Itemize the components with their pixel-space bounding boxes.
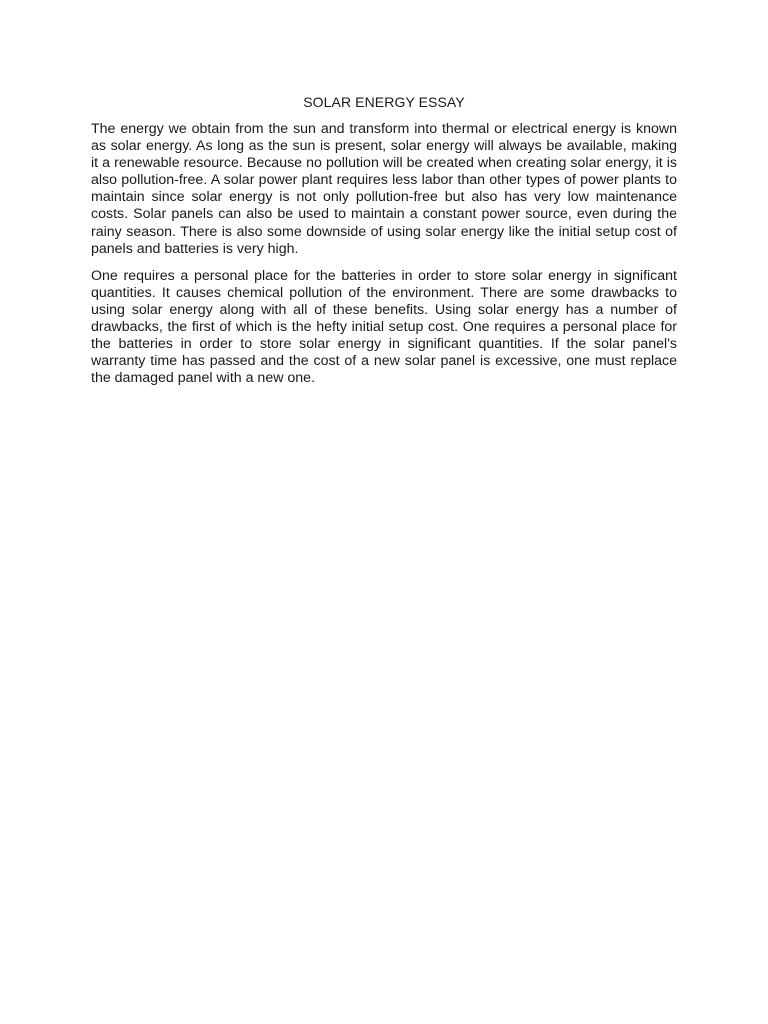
essay-paragraph-1: The energy we obtain from the sun and transform into thermal or electrical energy is known as solar energy. As long as the sun is present, solar energy will always be available, making it a renewable resource. Because no pollution will be created when creating solar energy, it is also pollution-free. A solar power plant requires less labor than other types of power plants to maintain since solar energy is not only pollution-free but also has very low maintenance costs. Solar panels can also be used to maintain a constant power source, even during the rainy season. There is also some downside of using solar energy like the initial setup cost of panels and batteries is very high. [91, 121, 677, 257]
essay-title: SOLAR ENERGY ESSAY [303, 94, 465, 110]
essay-body [91, 92, 677, 397]
essay-paragraph-2: One requires a personal place for the batteries in order to store solar energy in significant quantities. It causes chemical pollution of the environment. There are some drawbacks to using solar energy along with all of these benefits. Using solar energy has a number of drawbacks, the first of which is the hefty initial setup cost. One requires a personal place for the batteries in order to store solar energy in significant quantities. If the solar panel's warranty time has passed and the cost of a new solar panel is excessive, one must replace the damaged panel with a new one. [91, 267, 677, 387]
